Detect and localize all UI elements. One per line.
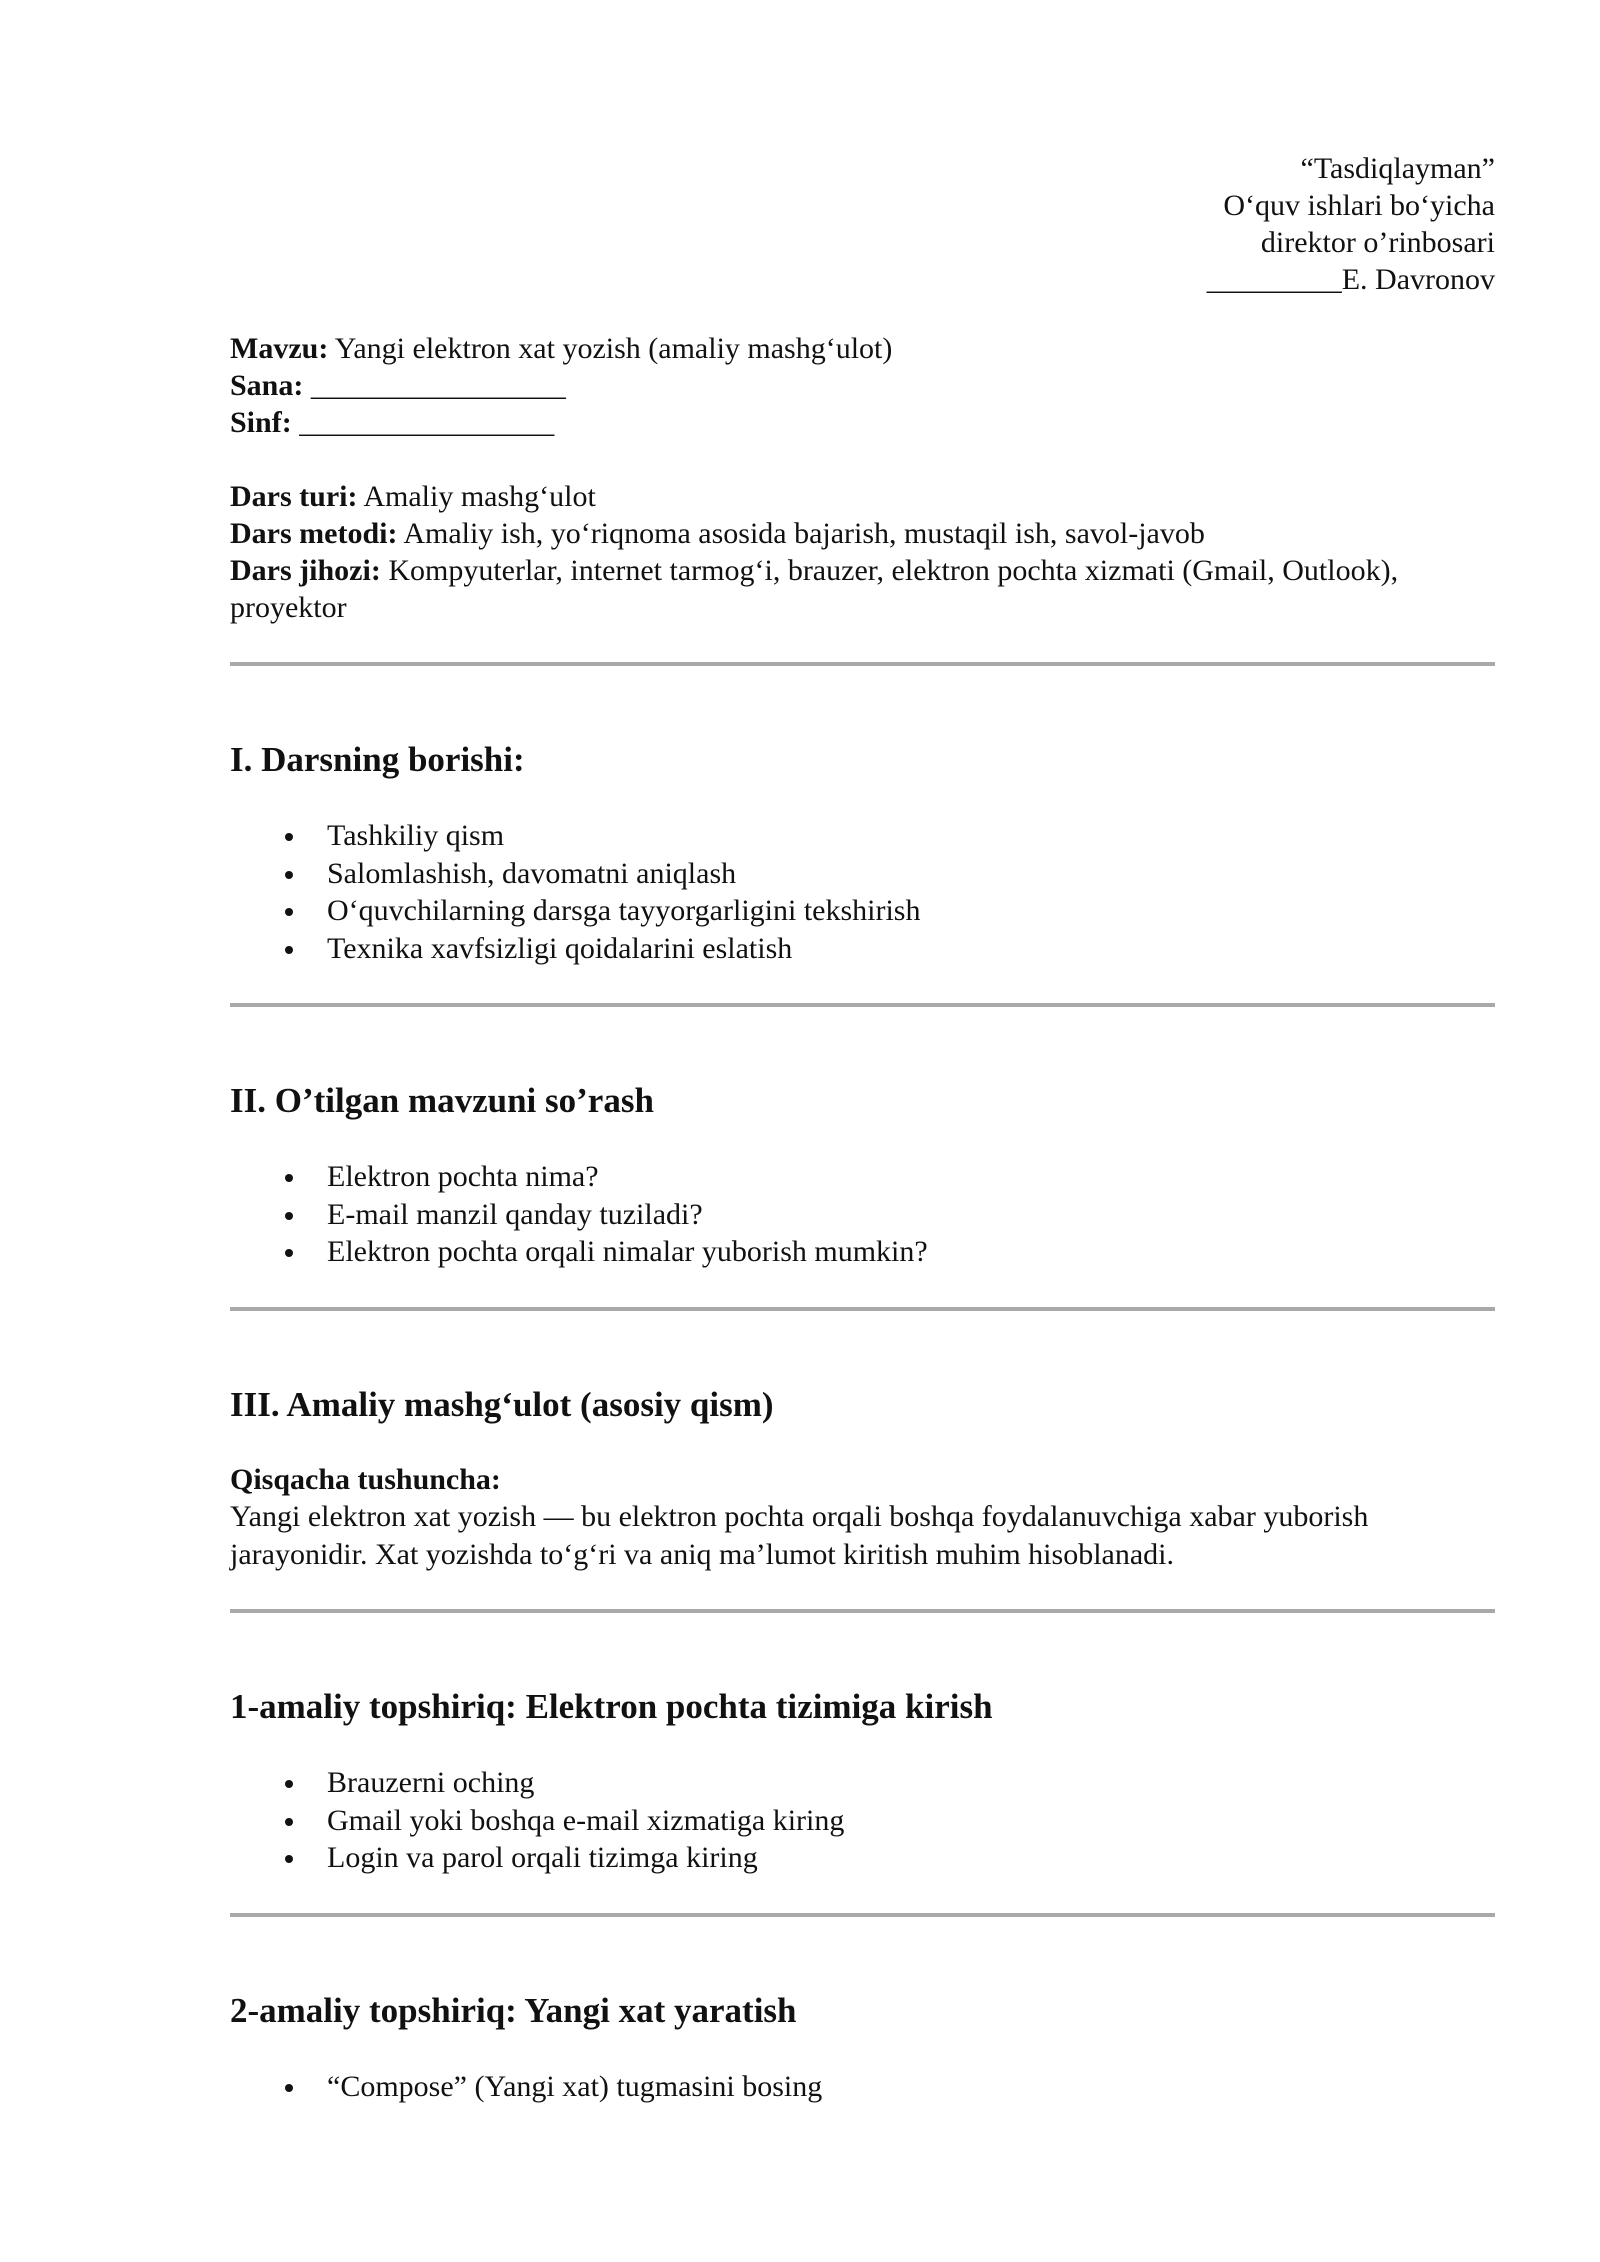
list-item: Texnika xavfsizligi qoidalarini eslatish — [230, 930, 1495, 968]
meta-lesson-equipment-value: Kompyuterlar, internet tarmog‘i, brauzer, elektron pochta xizmati (Gmail, Outlook), proyektor — [230, 554, 1399, 624]
bullet-icon — [285, 946, 293, 954]
list-item: Elektron pochta nima? — [230, 1158, 1495, 1196]
list-item: O‘quvchilarning darsga tayyorgarligini tekshirish — [230, 892, 1495, 930]
meta-topic-value: Yangi elektron xat yozish (amaliy mashg‘ulot) — [328, 332, 893, 365]
meta-lesson-method-label: Dars metodi: — [230, 517, 398, 550]
document-page — [230, 150, 1495, 2105]
section-heading: I. Darsning borishi: — [230, 740, 525, 779]
divider — [230, 662, 1495, 666]
section-heading: III. Amaliy mashg‘ulot (asosiy qism) — [230, 1384, 774, 1424]
list-item: E-mail manzil qanday tuziladi? — [230, 1196, 1495, 1234]
concept-paragraph — [230, 1461, 1495, 1574]
section-heading: 2-amaliy topshiriq: Yangi xat yaratish — [230, 1990, 797, 2030]
section-lesson-flow — [230, 738, 1495, 967]
meta-lesson-method-value: Amaliy ish, yo‘riqnoma asosida bajarish, mustaqil ish, savol-javob — [397, 517, 1205, 550]
bullet-icon — [285, 1174, 293, 1182]
bullet-icon — [285, 1855, 293, 1863]
section-task-2 — [230, 1989, 1495, 2106]
section-heading: II. O’tilgan mavzuni so’rash — [230, 1081, 654, 1120]
divider — [230, 1913, 1495, 1917]
meta-lesson-type-value: Amaliy mashg‘ulot — [357, 480, 596, 513]
meta-date-value: _________________ — [303, 369, 566, 402]
concept-subtitle: Qisqacha tushuncha: — [230, 1462, 501, 1496]
bullet-icon — [285, 2084, 293, 2092]
divider — [230, 1003, 1495, 1007]
bullet-list — [230, 2068, 1495, 2106]
meta-lesson-method — [230, 515, 1495, 552]
bullet-icon — [285, 1818, 293, 1826]
meta-lesson-equipment-label: Dars jihozi: — [230, 554, 381, 587]
list-item: Tashkiliy qism — [230, 817, 1495, 855]
bullet-list — [230, 1764, 1495, 1877]
meta-date — [230, 367, 1495, 404]
lesson-meta — [230, 330, 1495, 626]
bullet-icon — [285, 871, 293, 879]
approval-block — [230, 150, 1495, 298]
bullet-icon — [285, 833, 293, 841]
meta-lesson-equipment — [230, 552, 1495, 626]
meta-lesson-type-label: Dars turi: — [230, 480, 358, 513]
meta-topic-label: Mavzu: — [230, 332, 329, 365]
list-item: Brauzerni oching — [230, 1764, 1495, 1802]
list-item: “Compose” (Yangi xat) tugmasini bosing — [230, 2068, 1495, 2106]
bullet-list — [230, 817, 1495, 967]
meta-topic — [230, 330, 1495, 367]
bullet-icon — [285, 1249, 293, 1257]
approval-role-line2: direktor o’rinbosari — [1260, 226, 1495, 259]
meta-class — [230, 404, 1495, 441]
meta-date-label: Sana: — [230, 369, 304, 402]
bullet-icon — [285, 1780, 293, 1788]
divider — [230, 1307, 1495, 1311]
list-item: Elektron pochta orqali nimalar yuborish mumkin? — [230, 1233, 1495, 1271]
section-task-1 — [230, 1685, 1495, 1877]
section-practical — [230, 1383, 1495, 1574]
meta-class-value: _________________ — [291, 406, 555, 439]
list-item: Gmail yoki boshqa e-mail xizmatiga kiring — [230, 1802, 1495, 1840]
divider — [230, 1609, 1495, 1613]
list-item: Salomlashish, davomatni aniqlash — [230, 855, 1495, 893]
approval-signature: _________E. Davronov — [1206, 263, 1495, 296]
approval-role-line1: O‘quv ishlari bo‘yicha — [1223, 189, 1495, 222]
meta-lesson-type — [230, 478, 1495, 515]
approval-title: “Tasdiqlayman” — [1300, 152, 1495, 185]
section-review — [230, 1079, 1495, 1271]
bullet-icon — [285, 1212, 293, 1220]
list-item: Login va parol orqali tizimga kiring — [230, 1839, 1495, 1877]
section-heading: 1-amaliy topshiriq: Elektron pochta tizimiga kirish — [230, 1687, 993, 1726]
meta-class-label: Sinf: — [230, 406, 292, 439]
bullet-list — [230, 1158, 1495, 1271]
concept-text: Yangi elektron xat yozish — bu elektron pochta orqali boshqa foydalanuvchiga xabar yuborish jarayonidir. Xat yozishda to‘g‘ri va aniq ma’lumot kiritish muhim hisoblanadi. — [230, 1500, 1369, 1571]
bullet-icon — [285, 908, 293, 916]
